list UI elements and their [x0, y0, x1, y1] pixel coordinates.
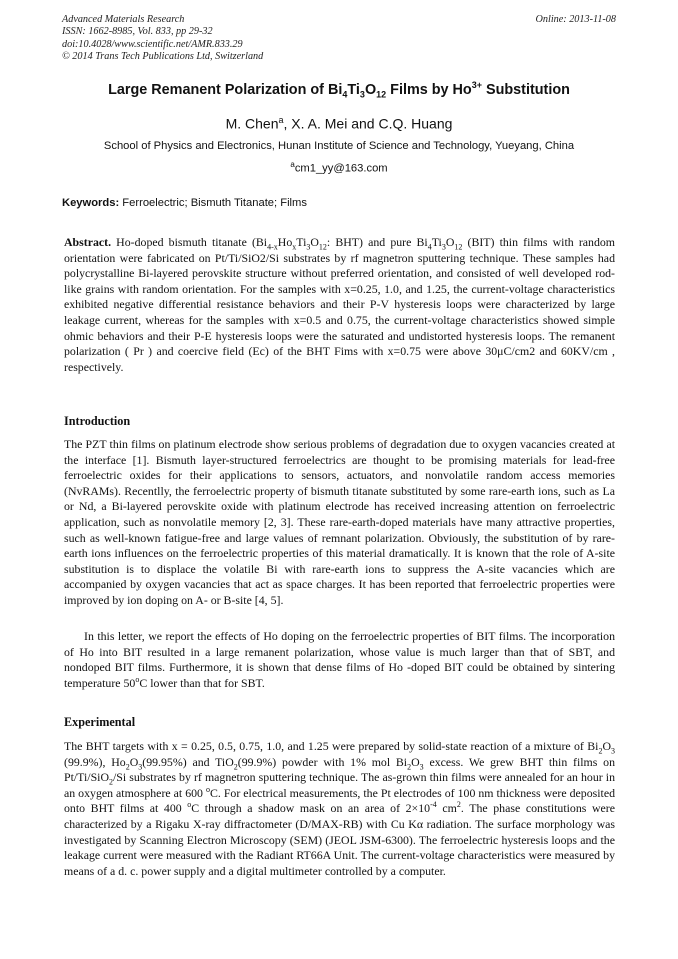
experimental-paragraph: The BHT targets with x = 0.25, 0.5, 0.75, 1.0, and 1.25 were prepared by solid-state reaction of a mixture of $Bi_2O_3$ (99.9%), $Ho_2O_3(99.95\%)$ and TiO$_2$(99.9%) powder with 1% mol $Bi_2O_3$ excess. We grew BHT thin films on Pt/Ti/SiO$_2$/Si substrates by rf magnetron sputtering technique. The as-grown thin films were annealed for an hour in an oxygen atmosphere at 600 $^o$C. For electrical measurements, the Pt electrodes of 100 nm thickness were deposited onto BHT films at 400 $^o$C through a shadow mask on an area of $2\times 10^{-4}$ $cm^2$. The phase constitutions were characterized by a Rigaku X-ray diffractometer (D/MAX-RB) with Cu Kα radiation. The surface morphology was investigated by Scanning Electron Microscopy (SEM) (JEOL JSM-6300). The ferroelectric hysteresis loops and the leakage current were measured with the Radiant RT66A Unit. The current-voltage characteristics were measured by means of a d. c. power supply and a digital multimeter controlled by a computer.: [64, 739, 616, 878]
online-date: Online: 2013-11-08: [535, 14, 616, 25]
introduction-heading: Introduction: [64, 414, 131, 428]
author-list: M. Chen$^a$, X. A. Mei and C.Q. Huang: [225, 115, 453, 132]
affiliation: School of Physics and Electronics, Hunan Institute of Science and Technology, Yueyang, China: [103, 140, 575, 152]
journal-meta: [62, 14, 263, 64]
introduction-paragraph-2: In this letter, we report the effects of Ho doping on the ferroelectric properties of BIT films. The incorporation of Ho into BIT resulted in a large remanent polarization, whose value is much larger than that of SBT, and nondoped BIT films. Furthermore, it is shown that dense films of Ho -doped BIT could be obtained by sintering temperature 50$^o$C lower than that for SBT.: [64, 629, 615, 690]
paper-title: Large Remanent Polarization of $Bi_4Ti_3O_{12}$ Films by $Ho^{3+}$ Substitution: [108, 80, 570, 100]
keywords: Keywords: Ferroelectric; Bismuth Titanate; Films: [62, 197, 307, 209]
doi[interactable]: doi:10.4028/www.scientific.net/AMR.833.29: [62, 38, 243, 50]
copyright: © 2014 Trans Tech Publications Ltd, Switzerland: [62, 51, 264, 63]
abstract-paragraph: Abstract. Ho-doped bismuth titanate ($Bi_{4-x}Ho_xTi_3O_{12}$: BHT) and pure $Bi_4Ti_3O_{12}$ (BIT) thin films with random orientation were fabricated on Pt/Ti/SiO2/Si substrates by rf magnetron sputtering technique. These samples had polycrystalline Bi-layered perovskite structure without preferred orientation, and consisted of well developed rod-like grains with random orientation. For the samples with x=0.25, 1.0, and 1.25, the current-voltage characteristics exhibited negative differential resistance behaviors and their P-V hysteresis loops were characterized by large leakage current, whereas for the samples with x=0.5 and 0.75, the current-voltage characteristics showed simple ohmic behaviors and their P-E hysteresis loops were the saturated and undistorted hysteresis loops. The remanent polarization ( Pr ) and coercive field (Ec) of the BHT Fims with x=0.75 were above 30μC/cm2 and 60KV/cm , respectively.: [64, 235, 615, 374]
issn: ISSN: 1662-8985, Vol. 833, pp 29-32: [62, 26, 213, 38]
journal-name: Advanced Materials Research: [62, 14, 185, 25]
introduction-paragraph-1: The PZT thin films on platinum electrode show serious problems of degradation due to oxygen vacancies created at the interface [1]. Bismuth layer-structured ferroelectrics are thought to be promising materials for lead-free ferroelectric oxides for their applications to sensors, actuators, and nonvolatile random access memories (NvRAMs). Recentlly, the ferroelectric property of bismuth titanate substituted by some rare-earth ions, such as La or Nd, a Bi-layered perovskite oxide with platinum electrode has received increasing attention on ferroelectric application, such as nonvolatile memory [2, 3]. These rare-earth-doped materials have many attractive properties, such as well-known fatigue-free and large values of remnant polarization. Obviously, the substitution of by rare-earth ions influences on the ferroelectric properties of this material dramatically. It is known that the role of A-site substitution is to displace the volatile Bi with rare-earth ions to suppress the A-site vacancies which are accompanied by oxygen vacancies that act as space charges. It has been reported that ferroelectric properties were improved by ion doping on A- or B-site [4, 5].: [64, 437, 615, 607]
author-email[interactable]: $^a$cm1_yy@163.com: [290, 160, 388, 175]
experimental-heading: Experimental: [64, 715, 136, 729]
